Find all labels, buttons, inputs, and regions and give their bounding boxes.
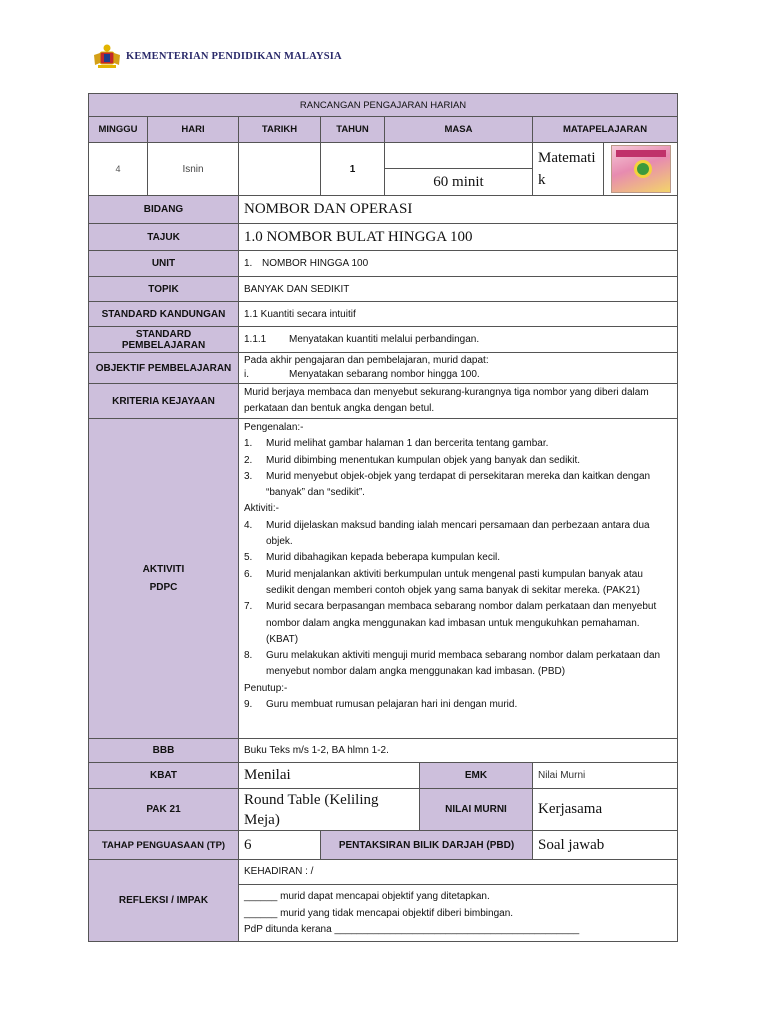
pak21-value: Round Table (Keliling Meja) [239,789,420,831]
list-item: 3. Murid menyebut objek-objek yang terdapat di persekitaran mereka dan kaitkan dengan “banyak” dan “sedikit”. [244,470,651,499]
lesson-plan-table [88,93,677,942]
list-item: 1. Murid melihat gambar halaman 1 dan bercerita tentang gambar. [244,438,549,450]
penutup-heading: Penutup:- [244,682,288,694]
bbb-value: Buku Teks m/s 1-2, BA hlmn 1-2. [239,739,678,763]
bbb-label: BBB [89,739,239,763]
standard-kandungan-label: STANDARD KANDUNGAN [89,302,239,327]
masa-value: 60 minit [385,169,533,196]
kbat-label: KBAT [89,763,239,789]
malaysia-crest-icon [92,43,122,69]
refleksi-content [239,860,678,942]
aktiviti-list [244,518,672,681]
tajuk-value: 1.0 NOMBOR BULAT HINGGA 100 [239,224,678,251]
tp-label: TAHAP PENGUASAAN (TP) [89,831,239,860]
objektif-number: i. [244,369,249,380]
penutup-list [244,697,672,713]
tp-value: 6 [239,831,321,860]
pengenalan-list [244,436,672,501]
ministry-name: KEMENTERIAN PENDIDIKAN MALAYSIA [126,50,342,62]
textbook-cover-icon [611,145,671,193]
ministry-header [92,42,342,70]
topik-value: BANYAK DAN SEDIKIT [239,277,678,302]
tahun-value: 1 [321,143,385,196]
list-item: 2. Murid dibimbing menentukan kumpulan objek yang banyak dan sedikit. [244,454,581,466]
refleksi-line2: ______ murid yang tidak mencapai objektif diberi bimbingan. [244,907,514,919]
plan-title: RANCANGAN PENGAJARAN HARIAN [89,94,678,117]
unit-value: NOMBOR HINGGA 100 [262,258,369,269]
aktiviti-heading: Aktiviti:- [244,503,279,515]
kriteria-label: KRITERIA KEJAYAAN [89,384,239,419]
aktiviti-label-1: AKTIVITI [142,563,185,575]
kriteria-value: Murid berjaya membaca dan menyebut sekurang-kurangnya tiga nombor yang diberi dalam perkataan dan bentuk angka dengan betul. [239,384,678,419]
col-hari: HARI [148,117,239,143]
minggu-value: 4 [89,143,148,196]
objektif-label: OBJEKTIF PEMBELAJARAN [89,353,239,384]
list-item: 8. Guru melakukan aktiviti menguji murid membaca sebarang nombor dalam perkataan dan menyebut nombor dalam angka menggunakan kad imbasan. (PBD) [244,650,661,678]
list-item: 4. Murid dijelaskan maksud banding ialah mencari persamaan dan perbezaan antara dua objek. [244,519,650,548]
standard-pembelajaran-value: Menyatakan kuantiti melalui perbandingan. [289,334,480,345]
bidang-label: BIDANG [89,196,239,224]
topik-label: TOPIK [89,277,239,302]
aktiviti-content [239,419,678,739]
col-matapelajaran: MATAPELAJARAN [533,117,678,143]
pengenalan-heading: Pengenalan:- [244,422,304,433]
refleksi-line3: PdP ditunda kerana ____________________________________________ [244,923,580,935]
refleksi-line1: ______ murid dapat mencapai objektif yang ditetapkan. [244,891,490,903]
tarikh-value [239,143,321,196]
standard-kandungan-value: 1.1 Kuantiti secara intuitif [239,302,678,327]
column-header-row [89,117,678,143]
emk-label: EMK [420,763,533,789]
nilai-murni-label: NILAI MURNI [420,789,533,831]
list-item: 7. Murid secara berpasangan membaca sebarang nombor dalam perkataan dan menyebut nombor dalam angka menggunakan kad imbasan untuk mengukuhkan pemahaman. (KBAT) [244,601,657,645]
col-tahun: TAHUN [321,117,385,143]
pak21-label: PAK 21 [89,789,239,831]
col-tarikh: TARIKH [239,117,321,143]
matapelajaran-value: Matematik [533,143,604,196]
aktiviti-label-2: PDPC [149,581,178,593]
nilai-murni-value: Kerjasama [533,789,678,831]
list-item: 9. Guru membuat rumusan pelajaran hari ini dengan murid. [244,699,518,711]
kehadiran-line: KEHADIRAN : / [239,861,677,885]
objektif-line2: Menyatakan sebarang nombor hingga 100. [289,369,480,380]
pbd-label: PENTAKSIRAN BILIK DARJAH (PBD) [321,831,533,860]
textbook-cover-image [604,143,678,196]
pbd-value: Soal jawab [533,831,678,860]
list-item: 6. Murid menjalankan aktiviti berkumpulan untuk mengenal pasti kumpulan banyak atau sedikit dengan memberi contoh objek yang sama banyak di sekitar mereka. (PAK21) [244,568,643,596]
emk-value: Nilai Murni [533,763,678,789]
tajuk-label: TAJUK [89,224,239,251]
masa-top-value [385,143,533,169]
bidang-value: NOMBOR DAN OPERASI [239,196,678,224]
hari-value: Isnin [148,143,239,196]
list-item: 5. Murid dibahagikan kepada beberapa kumpulan kecil. [244,552,501,564]
objektif-line1: Pada akhir pengajaran dan pembelajaran, murid dapat: [244,355,489,366]
kbat-value: Menilai [239,763,420,789]
unit-label: UNIT [89,251,239,277]
col-minggu: MINGGU [89,117,148,143]
standard-pembelajaran-number: 1.1.1 [244,334,267,345]
standard-pembelajaran-label: STANDARD PEMBELAJARAN [89,327,239,353]
col-masa: MASA [385,117,533,143]
refleksi-label: REFLEKSI / IMPAK [89,860,239,942]
unit-number: 1. [244,258,253,269]
aktiviti-label [89,419,239,739]
